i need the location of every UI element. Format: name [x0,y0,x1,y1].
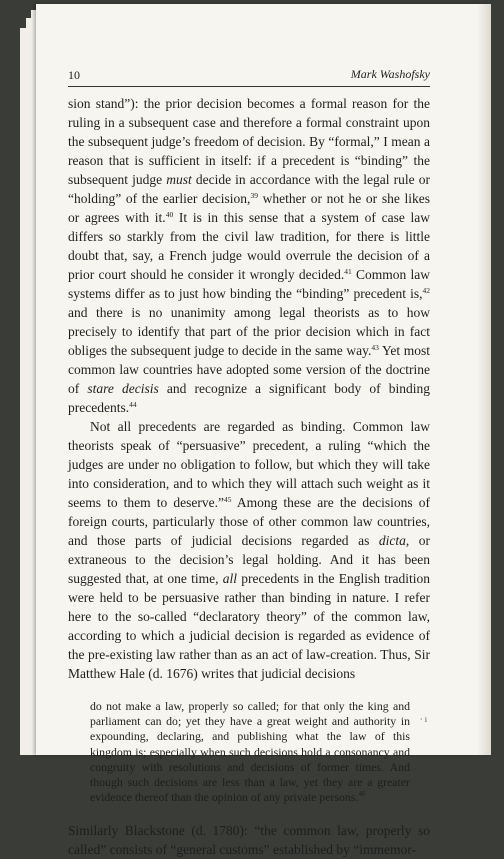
text-run: sion stand”): the prior decision becomes a formal reason for the ruling in a subsequent case and therefore a formal constraint upon the subsequent judge’s freedom of decision. By “formal,” I mean a reason that is sufficient in itself: if a precedent is “binding” the subsequent judge [68,96,430,187]
paragraph [68,94,430,417]
text-run: whether or not he or she likes or agrees with it. [68,191,430,225]
text-run: Among these are the decisions of foreign courts, particularly those of other common law countries, and those parts of judicial decisions regarded as [68,495,430,548]
footnote-ref: 41 [344,267,352,276]
page-header [68,66,430,87]
text-run: and there is no unanimity among legal theorists as to how precisely to identify that part of the prior decision which in fact obliges the subsequent judge to decide in the same way. [68,305,430,358]
text-run: It is in this sense that a system of case law differs so starkly from the civil law tradition, for there is little doubt that, say, a French judge would overrule the decision of a prior court should he consider it wrongly decided. [68,210,431,282]
footnote-ref: 40 [165,210,174,219]
footnote-ref: 45 [223,495,232,504]
text-run: Not all precedents are regarded as binding. Common law theorists speak of “persuasive” precedent, a ruling “which the judges are under no obligation to follow, but which they will take into consideration, and to which they will attach such weight as it seems to them to deserve.” [68,419,430,510]
body-text [68,94,430,859]
page-number: 10 [68,68,80,82]
text-run: decide in accordance with the legal rule or “holding” of the earlier decision, [68,172,430,206]
paragraph [68,417,430,683]
footnote-ref: 42 [422,286,430,295]
text-run: Yet most common law countries have adopted some version of the doctrine of [68,343,430,396]
italic-text: dicta [378,533,406,548]
footnote-ref: 43 [371,343,379,352]
footnote-ref: 46 [358,789,366,799]
italic-text: must [166,172,192,187]
text-run: , or extraneous to the decision’s legal holding. And it has been suggested that, at one time, [68,533,431,586]
footnote-ref: 39 [250,191,258,200]
text-run: Common law systems differ as to just how binding the “binding” precedent is, [68,267,431,301]
paragraph [68,821,430,859]
italic-text: stare decisis [87,381,159,396]
block-quote [90,699,410,805]
text-run: do not make a law, properly so called; for that only the king and parliament can do; yet they have a great weight and authority in expounding, declaring, and publishing what the law of this kingdom is; especially when such decisions hold a consonancy and congruity with resolutions and decisions of former times. And though such decisions are less than a law, yet they are a greater evidence thereof than the opinion of any private persons. [90,699,410,805]
italic-text: all [222,571,238,586]
footnote-ref: 44 [129,400,137,409]
text-run: and recognize a significant body of binding precedents. [68,381,431,415]
bottom-mark: ⸱ ı [420,714,428,724]
text-run: Similarly Blackstone (d. 1780): “the common law, properly so called” consists of “general customs” established by “immemor- [68,823,430,858]
text-run: precedents in the English tradition were held to be persuasive rather than binding in nature. I refer here to the so-called “declaratory theory” of the common law, according to which a judicial decision is regarded as evidence of the pre-existing law rather than as an act of law-creation. Thus, Sir Matthew Hale (d. 1676) writes that judicial decisions [68,571,431,681]
page-gutter-shadow [477,4,491,755]
running-head: Mark Washofsky [350,67,430,81]
